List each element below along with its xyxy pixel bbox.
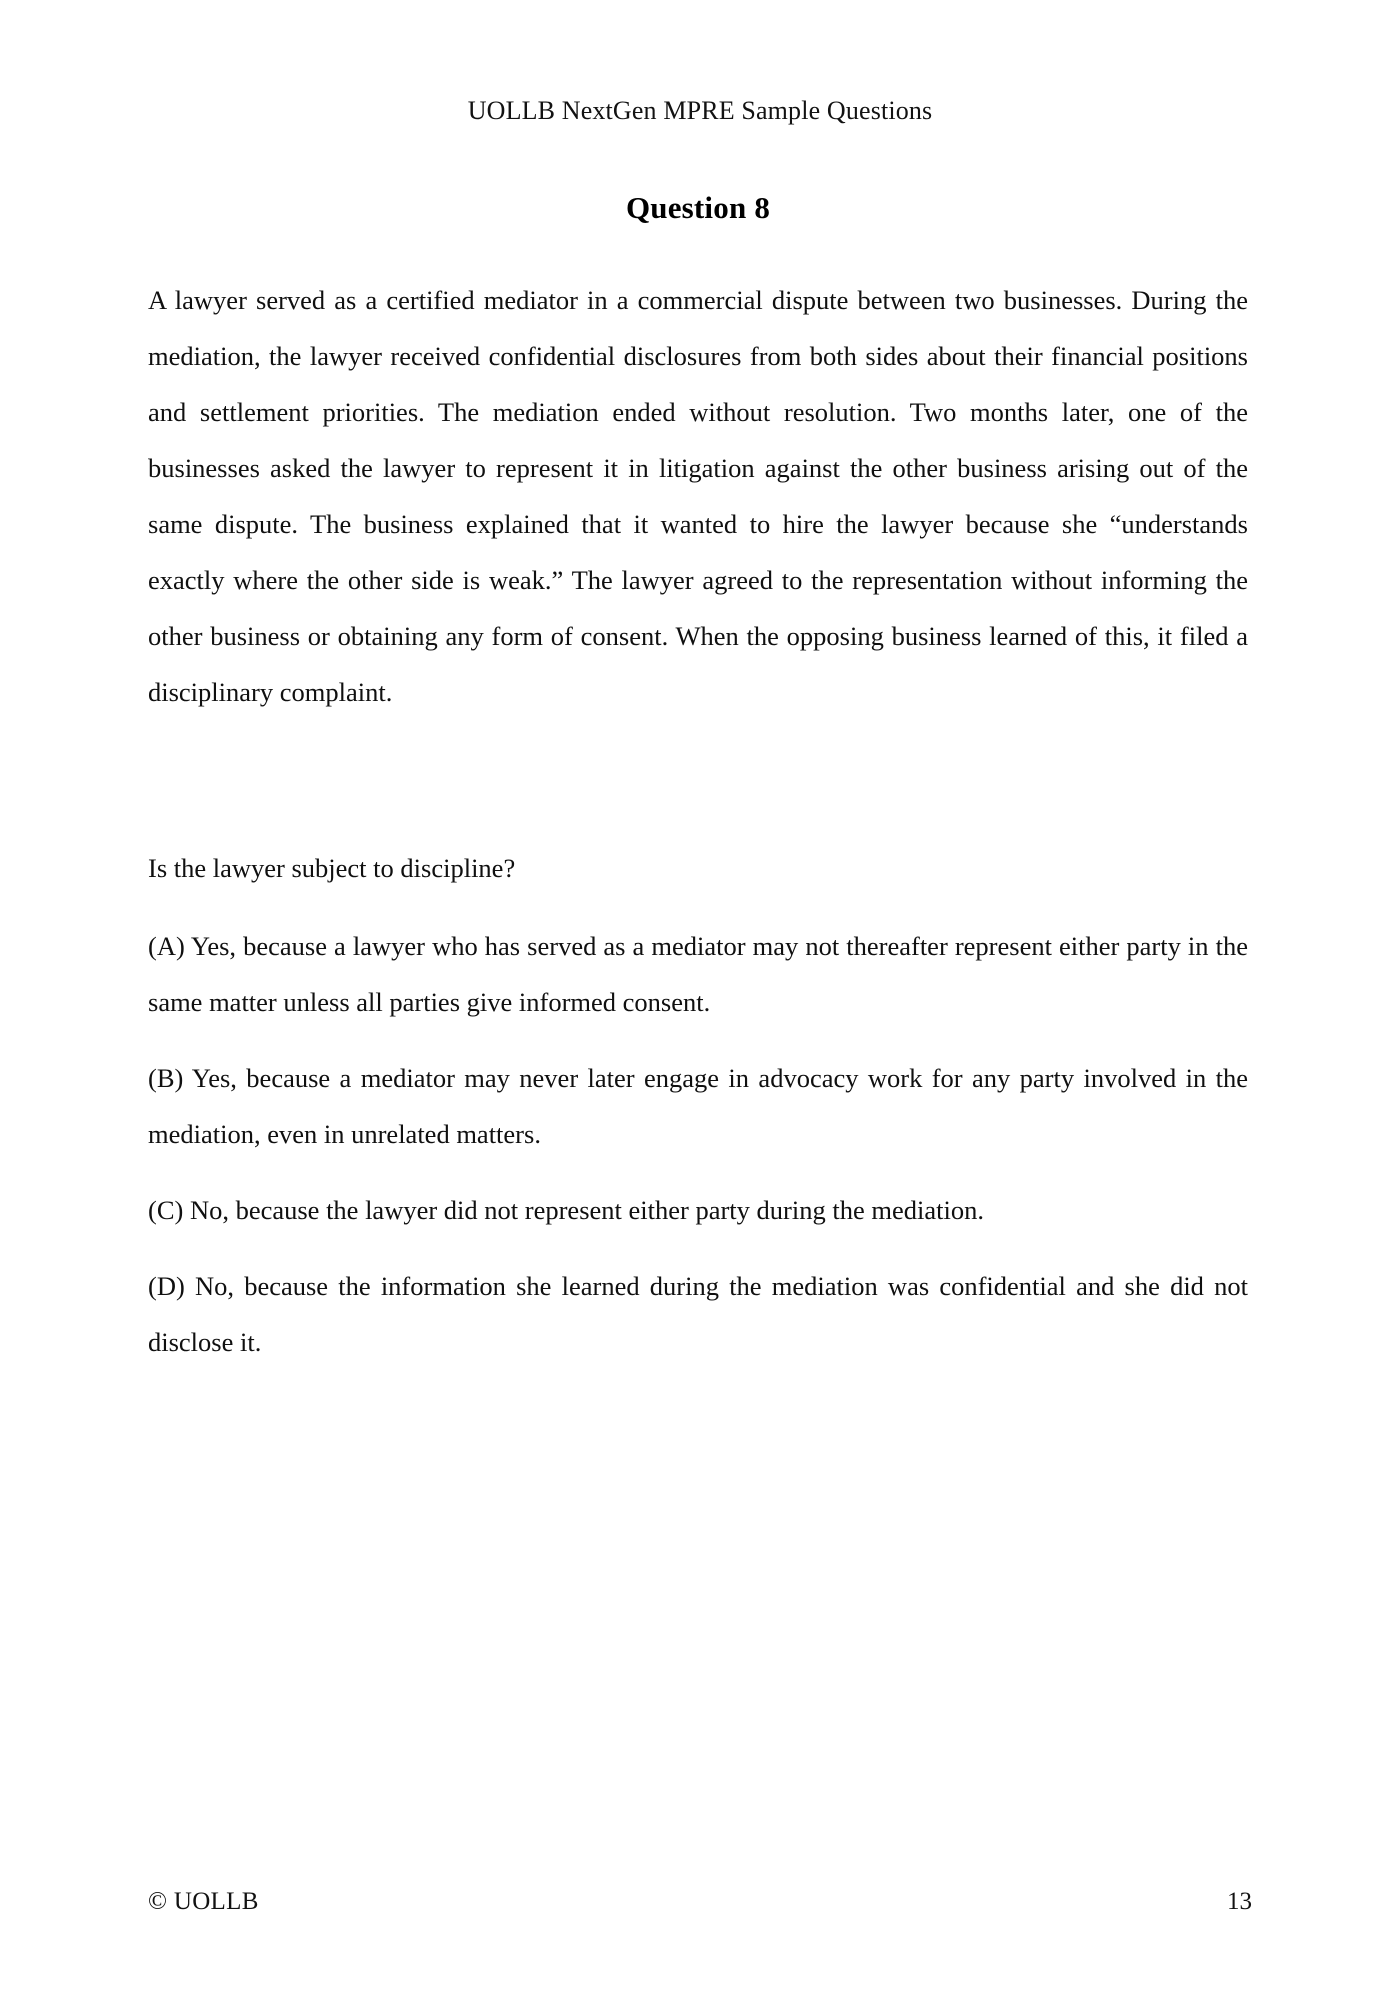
question-title: Question 8 bbox=[625, 190, 771, 225]
answer-option-c[interactable]: (C) No, because the lawyer did not represent either party during the mediation. bbox=[148, 1195, 984, 1225]
answer-option-d[interactable]: (D) No, because the information she learned during the mediation was confidential and she did not disclose it. bbox=[148, 1271, 1248, 1357]
page-number: 13 bbox=[1227, 1888, 1252, 1915]
copyright-notice: © UOLLB bbox=[148, 1888, 259, 1915]
question-stem: A lawyer served as a certified mediator in a commercial dispute between two businesses. During the mediation, the lawyer received confidential disclosures from both sides about their financial positions and settlement priorities. The mediation ended without resolution. Two months later, one of the businesses asked the lawyer to represent it in litigation against the other business arising out of the same dispute. The business explained that it wanted to hire the lawyer because she “understands exactly where the other side is weak.” The lawyer agreed to the representation without informing the other business or obtaining any form of consent. When the opposing business learned of this, it filed a disciplinary complaint. bbox=[148, 285, 1248, 707]
answer-option-b[interactable]: (B) Yes, because a mediator may never later engage in advocacy work for any party involved in the mediation, even in unrelated matters. bbox=[148, 1063, 1248, 1149]
answer-options-list bbox=[148, 918, 1248, 1370]
running-header: UOLLB NextGen MPRE Sample Questions bbox=[467, 96, 933, 125]
page-content bbox=[148, 190, 1248, 1370]
question-prompt: Is the lawyer subject to discipline? bbox=[148, 853, 516, 883]
page-footer bbox=[148, 1888, 1252, 1922]
answer-option-a[interactable]: (A) Yes, because a lawyer who has served as a mediator may not thereafter represent either party in the same matter unless all parties give informed consent. bbox=[148, 931, 1248, 1017]
